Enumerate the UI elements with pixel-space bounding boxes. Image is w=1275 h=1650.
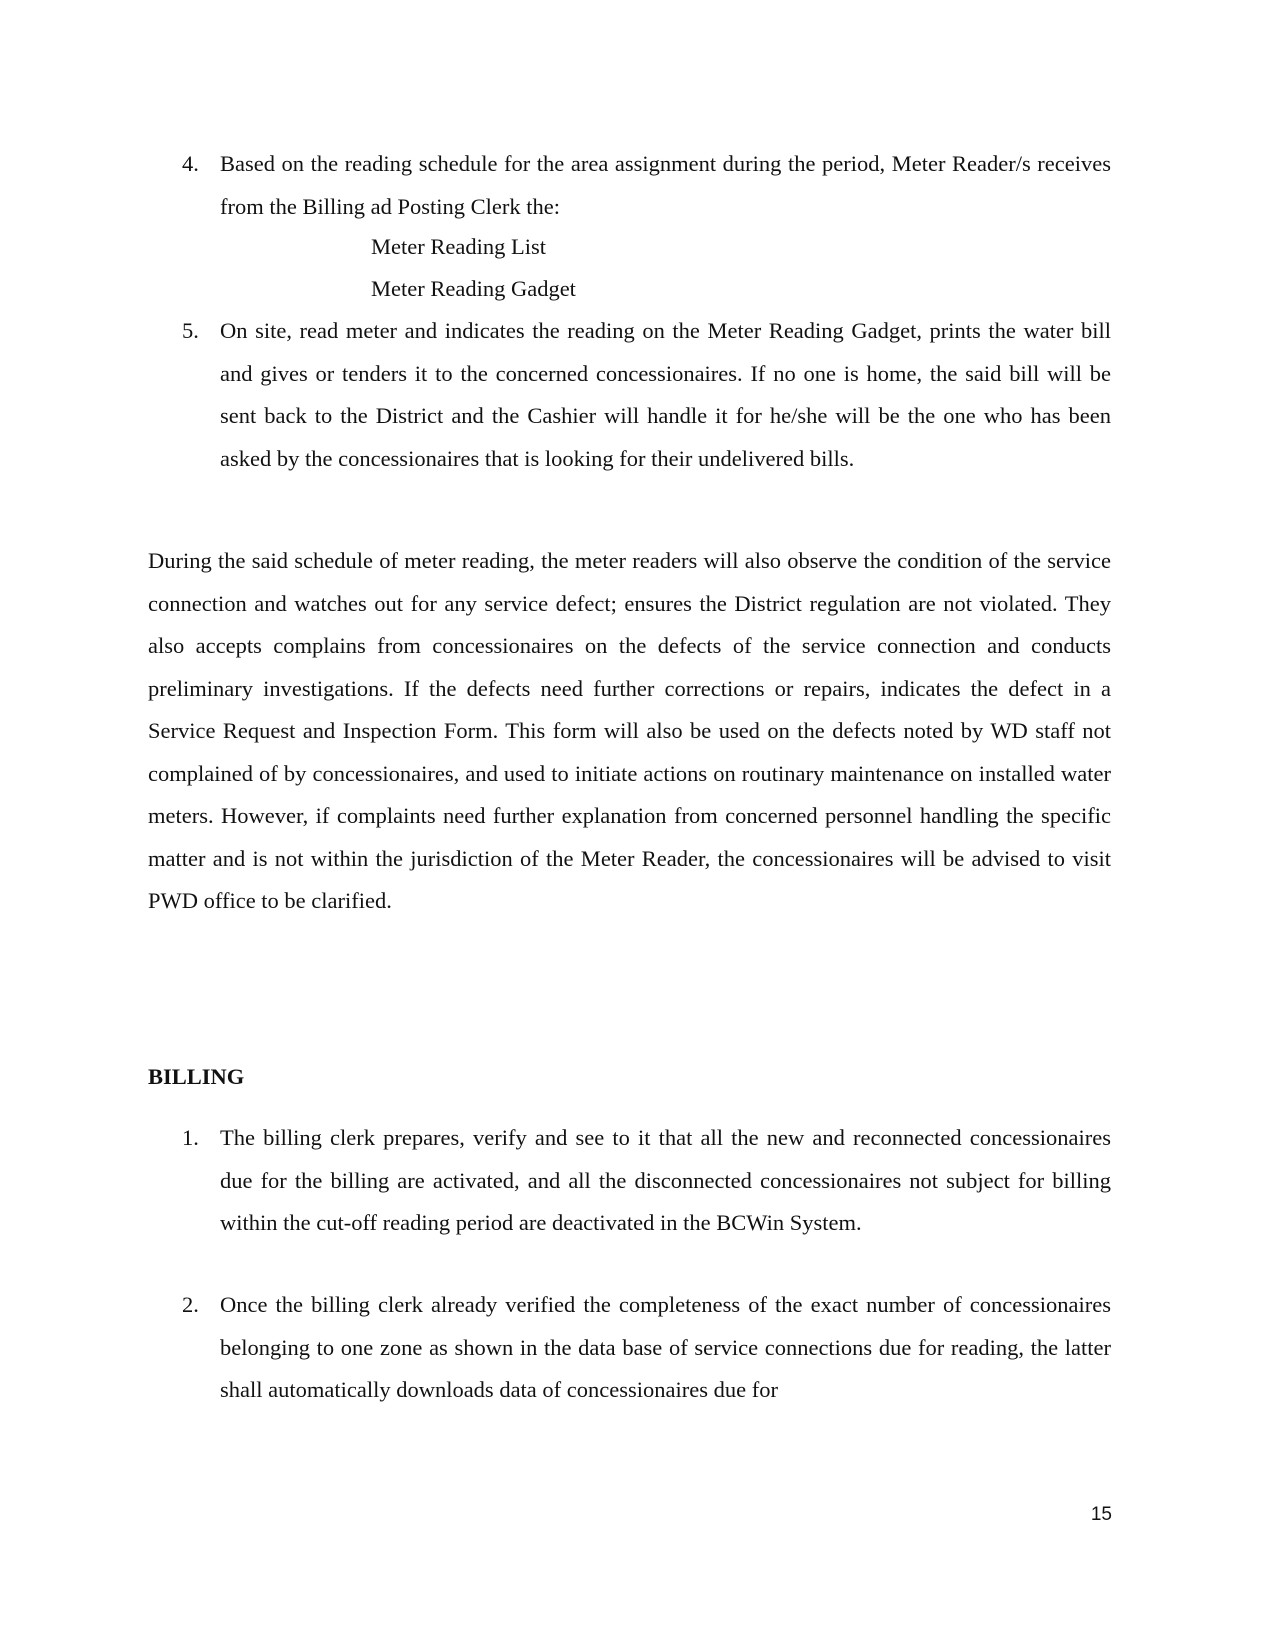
list-item-4 <box>182 143 1111 228</box>
list-item-text: On site, read meter and indicates the reading on the Meter Reading Gadget, prints the water bill and gives or tenders it to the concerned concessionaires. If no one is home, the said bill will be sent back to the District and the Cashier will handle it for he/she will be the one who has been asked by the concessionaires that is looking for their undelivered bills. <box>220 318 1111 471</box>
list-item-text: The billing clerk prepares, verify and see to it that all the new and reconnected concessionaires due for the billing are activated, and all the disconnected concessionaires not subject for billing within the cut-off reading period are deactivated in the BCWin System. <box>220 1125 1111 1235</box>
list-item-text: Once the billing clerk already verified the completeness of the exact number of concessionaires belonging to one zone as shown in the data base of service connections due for reading, the latter shall automatically downloads data of concessionaires due for <box>220 1292 1111 1402</box>
list-number: 1. <box>182 1125 199 1150</box>
list-number: 2. <box>182 1292 199 1317</box>
list-number: 4. <box>182 151 199 176</box>
list-item-text: Based on the reading schedule for the area assignment during the period, Meter Reader/s receives from the Billing ad Posting Clerk the: <box>220 151 1111 219</box>
received-item-meter-reading-gadget: Meter Reading Gadget <box>371 276 576 301</box>
page-number: 15 <box>1090 1504 1112 1525</box>
meter-reading-paragraph: During the said schedule of meter reading, the meter readers will also observe the condition of the service connection and watches out for any service defect; ensures the District regulation are not violated. They also accepts complains from concessionaires on the defects of the service connection and conducts preliminary investigations. If the defects need further corrections or repairs, indicates the defect in a Service Request and Inspection Form. This form will also be used on the defects noted by WD staff not complained of by concessionaires, and used to initiate actions on routinary maintenance on installed water meters. However, if complaints need further explanation from concerned personnel handling the specific matter and is not within the jurisdiction of the Meter Reader, the concessionaires will be advised to visit PWD office to be clarified. <box>148 548 1111 913</box>
billing-list-item-1 <box>182 1117 1111 1245</box>
billing-heading: BILLING <box>148 1064 245 1089</box>
list-number: 5. <box>182 318 199 343</box>
billing-list-item-2 <box>182 1284 1111 1412</box>
list-item-5 <box>182 310 1111 480</box>
received-item-meter-reading-list: Meter Reading List <box>371 234 546 259</box>
